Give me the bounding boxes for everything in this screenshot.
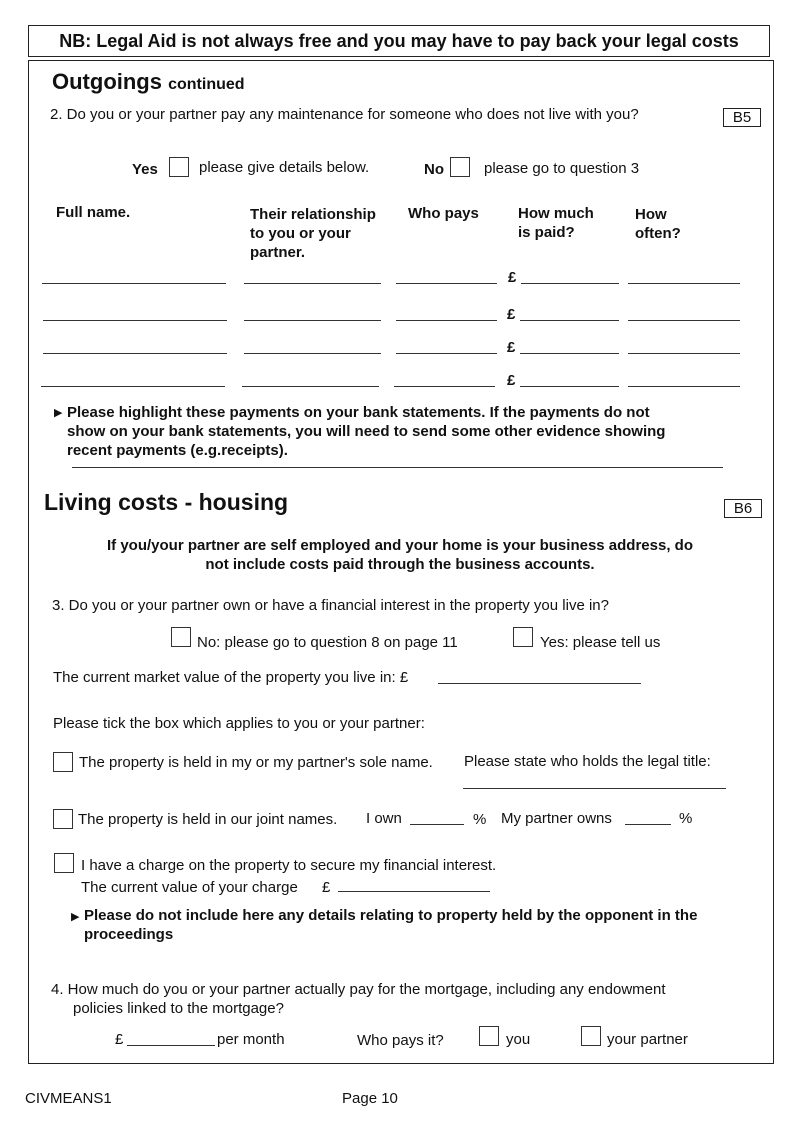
col-full-name: Full name. [56,204,131,221]
legal-title-label: Please state who holds the legal title: [464,753,711,770]
housing-title: Living costs - housing [44,489,289,515]
opponent-note [84,906,697,944]
partner-percent-sign: % [679,810,693,827]
row2-how-often-field[interactable] [628,320,740,321]
market-value-label: The current market value of the property you live in: £ [53,669,409,686]
outgoings-heading [52,69,245,95]
row4-pound-sign: £ [507,372,516,389]
col-relationship [250,205,376,262]
bank-note-line3: recent payments (e.g.receipts). [67,442,288,459]
self-employed-line2: not include costs paid through the business accounts. [205,556,595,573]
property-yes-checkbox[interactable] [513,627,533,647]
form-code: CIVMEANS1 [25,1090,112,1107]
partner-owns-label: My partner owns [501,810,612,827]
property-yes-label: Yes: please tell us [540,634,661,651]
row3-how-often-field[interactable] [628,353,740,354]
col-how-often [635,205,681,243]
row1-who-pays-field[interactable] [396,283,497,284]
mortgage-partner-label: your partner [607,1031,688,1048]
mortgage-you-checkbox[interactable] [479,1026,499,1046]
self-employed-line1: If you/your partner are self employed and your home is your business address, do [107,537,693,554]
row3-amount-field[interactable] [520,353,619,354]
property-no-label: No: please go to question 8 on page 11 [197,634,458,651]
question-3: 3. Do you or your partner own or have a financial interest in the property you live in? [52,597,609,614]
question-4 [51,980,666,1018]
row1-amount-field[interactable] [521,283,619,284]
row3-who-pays-field[interactable] [396,353,497,354]
market-value-field[interactable] [438,683,641,684]
question-2: 2. Do you or your partner pay any maintenance for someone who does not live with you? [50,106,639,123]
charge-label: I have a charge on the property to secure my financial interest. [81,857,497,874]
partner-owns-percent-field[interactable] [625,824,671,825]
no-label: No [424,161,444,178]
opponent-note-line1: Please do not include here any details relating to property held by the opponent in the [84,907,698,924]
row1-name-field[interactable] [42,283,226,284]
opponent-note-line2: proceedings [84,926,174,943]
col-relationship-line1: Their relationship [250,206,376,223]
row1-pound-sign: £ [508,269,517,286]
question-4-line1: 4. How much do you or your partner actually pay for the mortgage, including any endowment [51,981,666,998]
row2-amount-field[interactable] [520,320,619,321]
mortgage-partner-checkbox[interactable] [581,1026,601,1046]
property-no-checkbox[interactable] [171,627,191,647]
i-own-percent-sign: % [473,811,487,828]
row4-amount-field[interactable] [520,386,619,387]
arrow-bullet-icon: ▶ [71,911,80,923]
arrow-bullet-icon: ▶ [54,407,63,419]
code-b5: B5 [723,108,761,127]
col-relationship-line2: to you or your [250,225,351,242]
row2-who-pays-field[interactable] [396,320,497,321]
question-4-line2: policies linked to the mortgage? [73,1000,284,1017]
yes-label: Yes [132,161,158,178]
row3-pound-sign: £ [507,339,516,356]
sole-name-checkbox[interactable] [53,752,73,772]
row3-name-field[interactable] [43,353,227,354]
col-relationship-line3: partner. [250,244,306,261]
row1-how-often-field[interactable] [628,283,740,284]
tick-prompt: Please tick the box which applies to you or your partner: [53,715,425,732]
page-number: Page 10 [342,1090,398,1107]
col-how-often-line2: often? [635,225,681,242]
charge-value-label: The current value of your charge [81,879,298,896]
charge-value-field[interactable] [338,891,490,892]
maintenance-yes-checkbox[interactable] [169,157,189,177]
col-how-often-line1: How [635,206,667,223]
col-how-much-line2: is paid? [518,224,575,241]
bank-statement-note [67,403,665,460]
charge-pound-sign: £ [322,879,331,896]
no-instruction: please go to question 3 [484,160,640,177]
row4-how-often-field[interactable] [628,386,740,387]
joint-names-label: The property is held in our joint names. [78,811,338,828]
yes-instruction: please give details below. [199,159,370,176]
row2-name-field[interactable] [43,320,227,321]
maintenance-no-checkbox[interactable] [450,157,470,177]
i-own-label: I own [366,810,402,827]
legal-aid-banner: NB: Legal Aid is not always free and you may have to pay back your legal costs [28,25,770,57]
bank-note-line2: show on your bank statements, you will need to send some other evidence showing [67,423,666,440]
col-how-much [518,204,594,242]
row4-name-field[interactable] [41,386,225,387]
joint-names-checkbox[interactable] [53,809,73,829]
row4-who-pays-field[interactable] [394,386,495,387]
legal-title-field[interactable] [463,788,726,789]
code-b6: B6 [724,499,762,518]
col-who-pays: Who pays [408,205,479,222]
row2-pound-sign: £ [507,306,516,323]
charge-checkbox[interactable] [54,853,74,873]
mortgage-you-label: you [506,1031,531,1048]
col-how-much-line1: How much [518,205,594,222]
outgoings-title-suffix: continued [168,76,245,93]
row2-relationship-field[interactable] [244,320,381,321]
self-employed-note [0,536,800,574]
per-month-label: per month [217,1031,285,1048]
who-pays-label: Who pays it? [357,1032,444,1049]
mortgage-amount-field[interactable] [127,1045,215,1046]
section-divider [72,467,723,468]
i-own-percent-field[interactable] [410,824,464,825]
row3-relationship-field[interactable] [244,353,381,354]
bank-note-line1: Please highlight these payments on your bank statements. If the payments do not [67,404,650,421]
row1-relationship-field[interactable] [244,283,381,284]
mortgage-pound-sign: £ [115,1031,124,1048]
row4-relationship-field[interactable] [242,386,379,387]
outgoings-title: Outgoings [52,69,162,94]
sole-name-label: The property is held in my or my partner's sole name. [79,754,433,771]
